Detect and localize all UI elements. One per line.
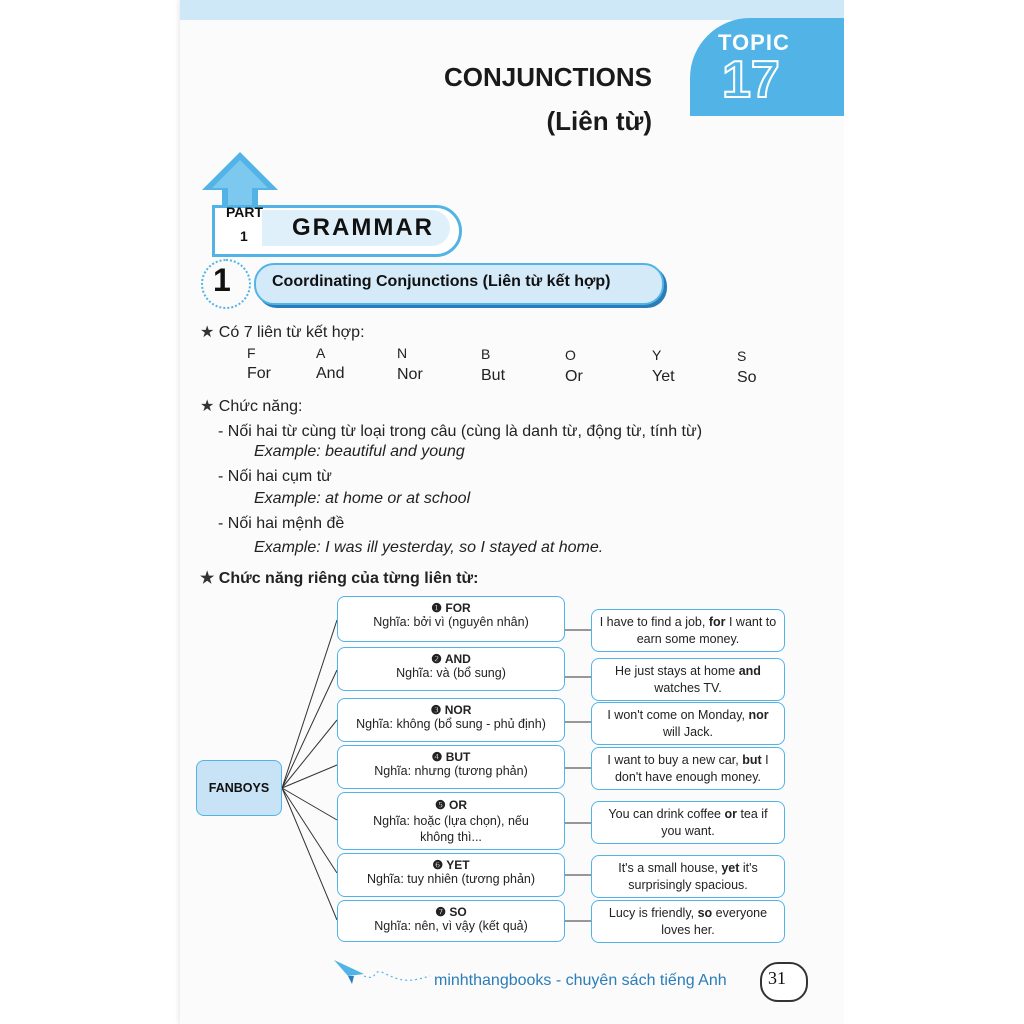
node-head: ❺ OR bbox=[434, 798, 468, 812]
letter-o: O bbox=[565, 347, 576, 363]
word-or: Or bbox=[565, 368, 583, 385]
section-number: 1 bbox=[213, 262, 231, 298]
footer-brand: minhthangbooks - chuyên sách tiếng Anh bbox=[434, 972, 727, 989]
node-meaning: Nghĩa: bởi vì (nguyên nhân) bbox=[373, 615, 529, 629]
function-item-2: - Nối hai cụm từ bbox=[218, 468, 332, 485]
node-head: ❸ NOR bbox=[430, 703, 472, 717]
function-example-1: Example: beautiful and young bbox=[254, 443, 465, 460]
connector-nor bbox=[282, 720, 337, 788]
intro-text: Có 7 liên từ kết hợp: bbox=[218, 324, 365, 341]
function-example-2: Example: at home or at school bbox=[254, 490, 471, 507]
part-number: 1 bbox=[240, 228, 248, 244]
example-but: I want to buy a new car, but I don't have enough money. bbox=[591, 747, 785, 790]
letter-y: Y bbox=[652, 347, 662, 363]
part-name: GRAMMAR bbox=[292, 214, 434, 241]
example-and: He just stays at home and watches TV. bbox=[591, 658, 785, 701]
word-yet: Yet bbox=[652, 368, 675, 385]
fanboys-root: FANBOYS bbox=[196, 760, 282, 816]
node-meaning: Nghĩa: nhưng (tương phản) bbox=[374, 764, 528, 778]
example-so: Lucy is friendly, so everyone loves her. bbox=[591, 900, 785, 943]
node-meaning: Nghĩa: hoặc (lựa chọn), nếu không thì... bbox=[373, 814, 529, 844]
paper-plane-icon bbox=[330, 952, 434, 992]
node-but bbox=[337, 745, 565, 789]
topic-number: 17 bbox=[722, 51, 780, 109]
example-nor: I won't come on Monday, nor will Jack. bbox=[591, 702, 785, 745]
node-meaning: Nghĩa: và (bổ sung) bbox=[396, 666, 506, 680]
node-so bbox=[337, 900, 565, 942]
function-item-3: - Nối hai mệnh đề bbox=[218, 515, 345, 532]
word-so: So bbox=[737, 369, 757, 386]
node-meaning: Nghĩa: nên, vì vậy (kết quả) bbox=[374, 919, 528, 933]
part-word: PART bbox=[226, 204, 264, 220]
page-title: CONJUNCTIONS bbox=[443, 62, 652, 92]
page-number: 31 bbox=[768, 968, 786, 988]
letter-n: N bbox=[397, 345, 408, 361]
star-icon: ★ bbox=[200, 398, 219, 415]
node-for bbox=[337, 596, 565, 642]
node-and bbox=[337, 647, 565, 691]
connector-yet bbox=[282, 788, 337, 873]
word-and: And bbox=[316, 365, 345, 382]
node-head: ❹ BUT bbox=[431, 750, 471, 764]
word-for: For bbox=[247, 365, 271, 382]
connector-so bbox=[282, 788, 337, 920]
node-meaning: Nghĩa: không (bổ sung - phủ định) bbox=[356, 717, 546, 731]
node-or bbox=[337, 792, 565, 850]
example-yet: It's a small house, yet it's surprisingly spacious. bbox=[591, 855, 785, 898]
node-head: ❶ FOR bbox=[431, 601, 471, 615]
node-head: ❼ SO bbox=[435, 905, 467, 919]
letter-f: F bbox=[247, 345, 256, 361]
section-title: Coordinating Conjunctions (Liên từ kết hợp) bbox=[272, 273, 611, 290]
function-example-3: Example: I was ill yesterday, so I stayed at home. bbox=[254, 539, 604, 556]
function-item-1: - Nối hai từ cùng từ loại trong câu (cùng là danh từ, động từ, tính từ) bbox=[218, 423, 703, 440]
word-nor: Nor bbox=[397, 366, 423, 383]
letter-b: B bbox=[481, 346, 491, 362]
letter-a: A bbox=[316, 345, 326, 361]
connector-and bbox=[282, 670, 337, 788]
function-heading-text: Chức năng: bbox=[218, 398, 303, 415]
node-yet bbox=[337, 853, 565, 897]
star-icon: ★ bbox=[200, 570, 219, 587]
node-meaning: Nghĩa: tuy nhiên (tương phản) bbox=[366, 872, 536, 886]
example-or: You can drink coffee or tea if you want. bbox=[591, 801, 785, 844]
connector-but bbox=[282, 765, 337, 788]
word-but: But bbox=[481, 367, 506, 384]
connector-or bbox=[282, 788, 337, 820]
letter-s: S bbox=[737, 348, 747, 364]
node-head: ❷ AND bbox=[431, 652, 471, 666]
node-nor bbox=[337, 698, 565, 742]
connector-for bbox=[282, 620, 337, 788]
star-icon: ★ bbox=[200, 324, 219, 341]
topic-label: TOPIC bbox=[718, 30, 790, 55]
page-subtitle: (Liên từ) bbox=[546, 106, 652, 136]
node-head: ❻ YET bbox=[432, 858, 470, 872]
specific-heading-text: Chức năng riêng của từng liên từ: bbox=[218, 570, 479, 587]
example-for: I have to find a job, for I want to earn some money. bbox=[591, 609, 785, 652]
